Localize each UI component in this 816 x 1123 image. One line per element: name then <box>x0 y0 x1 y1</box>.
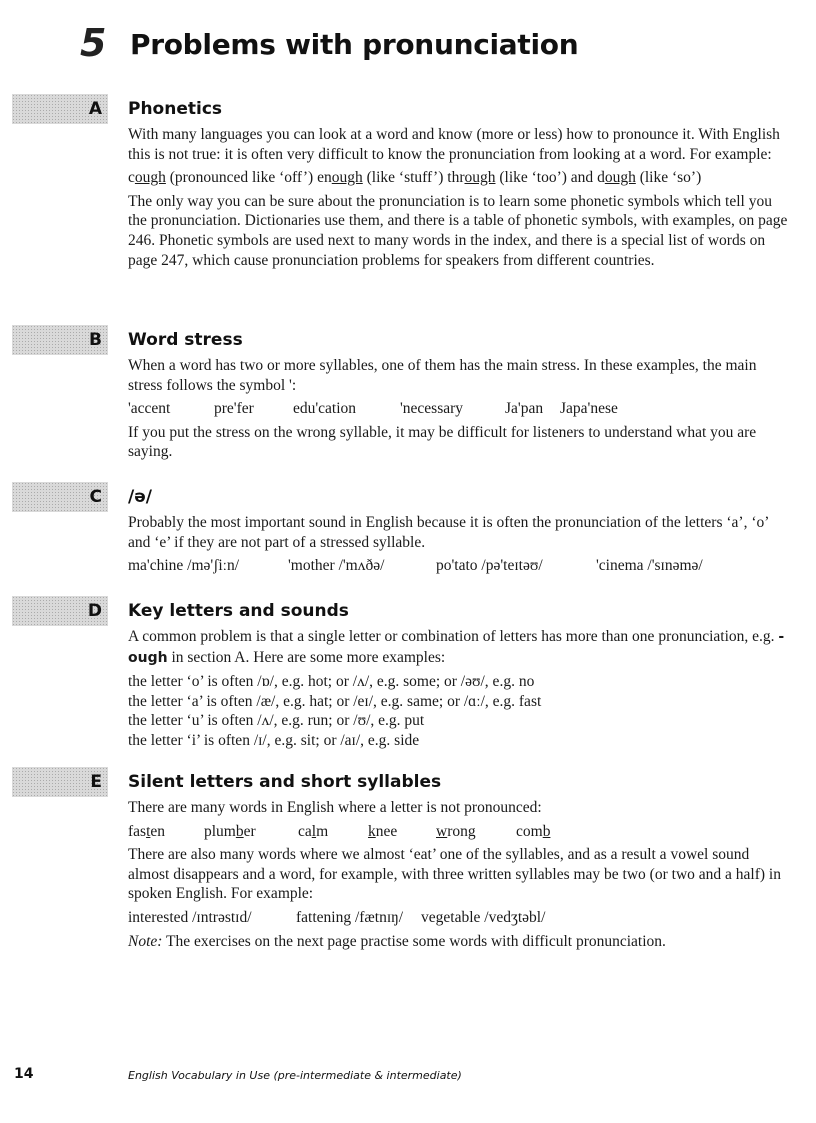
stress-word: pre'fer <box>214 400 254 418</box>
reduced-examples <box>128 908 788 928</box>
section-letter: D <box>87 601 102 621</box>
unit-number: 5 <box>80 21 107 65</box>
paragraph: Probably the most important sound in English because it is often the pronunciation of the letters ‘a’, ‘o’ and ‘e’ if they are not part of a stressed syllable. <box>128 514 769 551</box>
example-word: through <box>447 169 496 187</box>
section-letter: C <box>89 487 102 507</box>
section-heading: /ə/ <box>128 487 152 507</box>
section-body <box>128 356 788 466</box>
page-number: 14 <box>14 1066 34 1082</box>
paragraph: When a word has two or more syllables, one of them has the main stress. In these examples, the main stress follows the symbol ': <box>128 357 757 394</box>
silent-word: knee <box>368 822 398 840</box>
stress-word: Japa'nese <box>560 400 618 418</box>
silent-word: calm <box>298 822 329 840</box>
stress-word: Ja'pan <box>505 400 544 418</box>
schwa-word: ma'chine /mə'ʃiːn/ <box>128 557 240 575</box>
list-item: the letter ‘i’ is often /ɪ/, e.g. sit; or /aɪ/, e.g. side <box>128 731 420 749</box>
section-body <box>128 125 788 274</box>
section-marker-d <box>12 596 108 626</box>
section-marker-e <box>12 767 108 797</box>
paragraph: There are many words in English where a letter is not pronounced: <box>128 799 542 816</box>
letter-sound-list <box>128 672 788 750</box>
example-line: cough (pronounced like ‘off’) enough (like ‘stuff’) through (like ‘too’) and dough (like ‘so’) <box>128 169 702 187</box>
silent-word: fasten <box>128 822 166 840</box>
silent-word: comb <box>516 822 551 840</box>
list-item: the letter ‘o’ is often /ɒ/, e.g. hot; or /ʌ/, e.g. some; or /əʊ/, e.g. no <box>128 673 535 691</box>
reduced-example: vegetable /vedʒtəbl/ <box>421 908 546 926</box>
section-body <box>128 513 788 580</box>
section-body <box>128 798 788 955</box>
example-word: cough <box>128 169 166 187</box>
paragraph: If you put the stress on the wrong syllable, it may be difficult for listeners to understand what you are saying. <box>128 423 757 461</box>
section-letter: B <box>89 330 102 350</box>
section-heading: Key letters and sounds <box>128 601 349 621</box>
section-letter: E <box>90 772 102 792</box>
list-item: the letter ‘a’ is often /æ/, e.g. hat; or /eɪ/, e.g. same; or /ɑː/, e.g. fast <box>128 692 542 710</box>
section-heading: Silent letters and short syllables <box>128 772 442 792</box>
book-title-footer: English Vocabulary in Use (pre-intermediate & intermediate) <box>128 1069 462 1082</box>
section-marker-a <box>12 94 108 124</box>
schwa-words <box>128 556 788 576</box>
schwa-word: 'cinema /'sɪnəmə/ <box>596 557 703 575</box>
silent-words <box>128 822 788 842</box>
schwa-word: 'mother /'mʌðə/ <box>288 557 385 575</box>
example-word: enough <box>317 169 363 187</box>
example-word: dough <box>597 169 636 187</box>
section-heading: Phonetics <box>128 99 223 119</box>
schwa-word: po'tato /pə'teɪtəʊ/ <box>436 557 543 575</box>
page-title: Problems with pronunciation <box>130 28 579 61</box>
paragraph: With many languages you can look at a word and know (more or less) how to pronounce it. With English this is not true: it is often very difficult to know the pronunciation from looking at a word. For example: <box>128 126 780 163</box>
silent-word: wrong <box>436 822 476 840</box>
reduced-example: fattening /fætnɪŋ/ <box>296 908 404 926</box>
stress-word: 'necessary <box>400 400 464 418</box>
silent-word: plumber <box>204 822 256 840</box>
section-body <box>128 627 788 751</box>
reduced-example: interested /ɪntrəstɪd/ <box>128 908 252 926</box>
paragraph: There are also many words where we almost ‘eat’ one of the syllables, and as a result a vowel sound almost disappears and a word, for example, with three written syllables may be two (or two and a half) in spoken English. For example: <box>128 846 781 903</box>
note: Note: The exercises on the next page practise some words with difficult pronunciation. <box>128 932 666 950</box>
section-marker-c <box>12 482 108 512</box>
section-marker-b <box>12 325 108 355</box>
stress-word: 'accent <box>128 400 171 418</box>
stress-words <box>128 399 788 419</box>
section-letter: A <box>88 99 102 119</box>
section-heading: Word stress <box>128 330 243 350</box>
paragraph: The only way you can be sure about the pronunciation is to learn some phonetic symbols which tell you the pronunciation. Dictionaries use them, and there is a table of phonetic symbols, with examples, on page 246. Phonetic symbols are used next to many words in the index, and there is a special list of words on page 247, which cause pronunciation problems for speakers from different countries. <box>128 192 788 269</box>
list-item: the letter ‘u’ is often /ʌ/, e.g. run; or /ʊ/, e.g. put <box>128 712 425 730</box>
stress-word: edu'cation <box>293 400 357 418</box>
paragraph: A common problem is that a single letter or combination of letters has more than one pronunciation, e.g. -ough in section A. Here are some more examples: <box>128 628 785 666</box>
